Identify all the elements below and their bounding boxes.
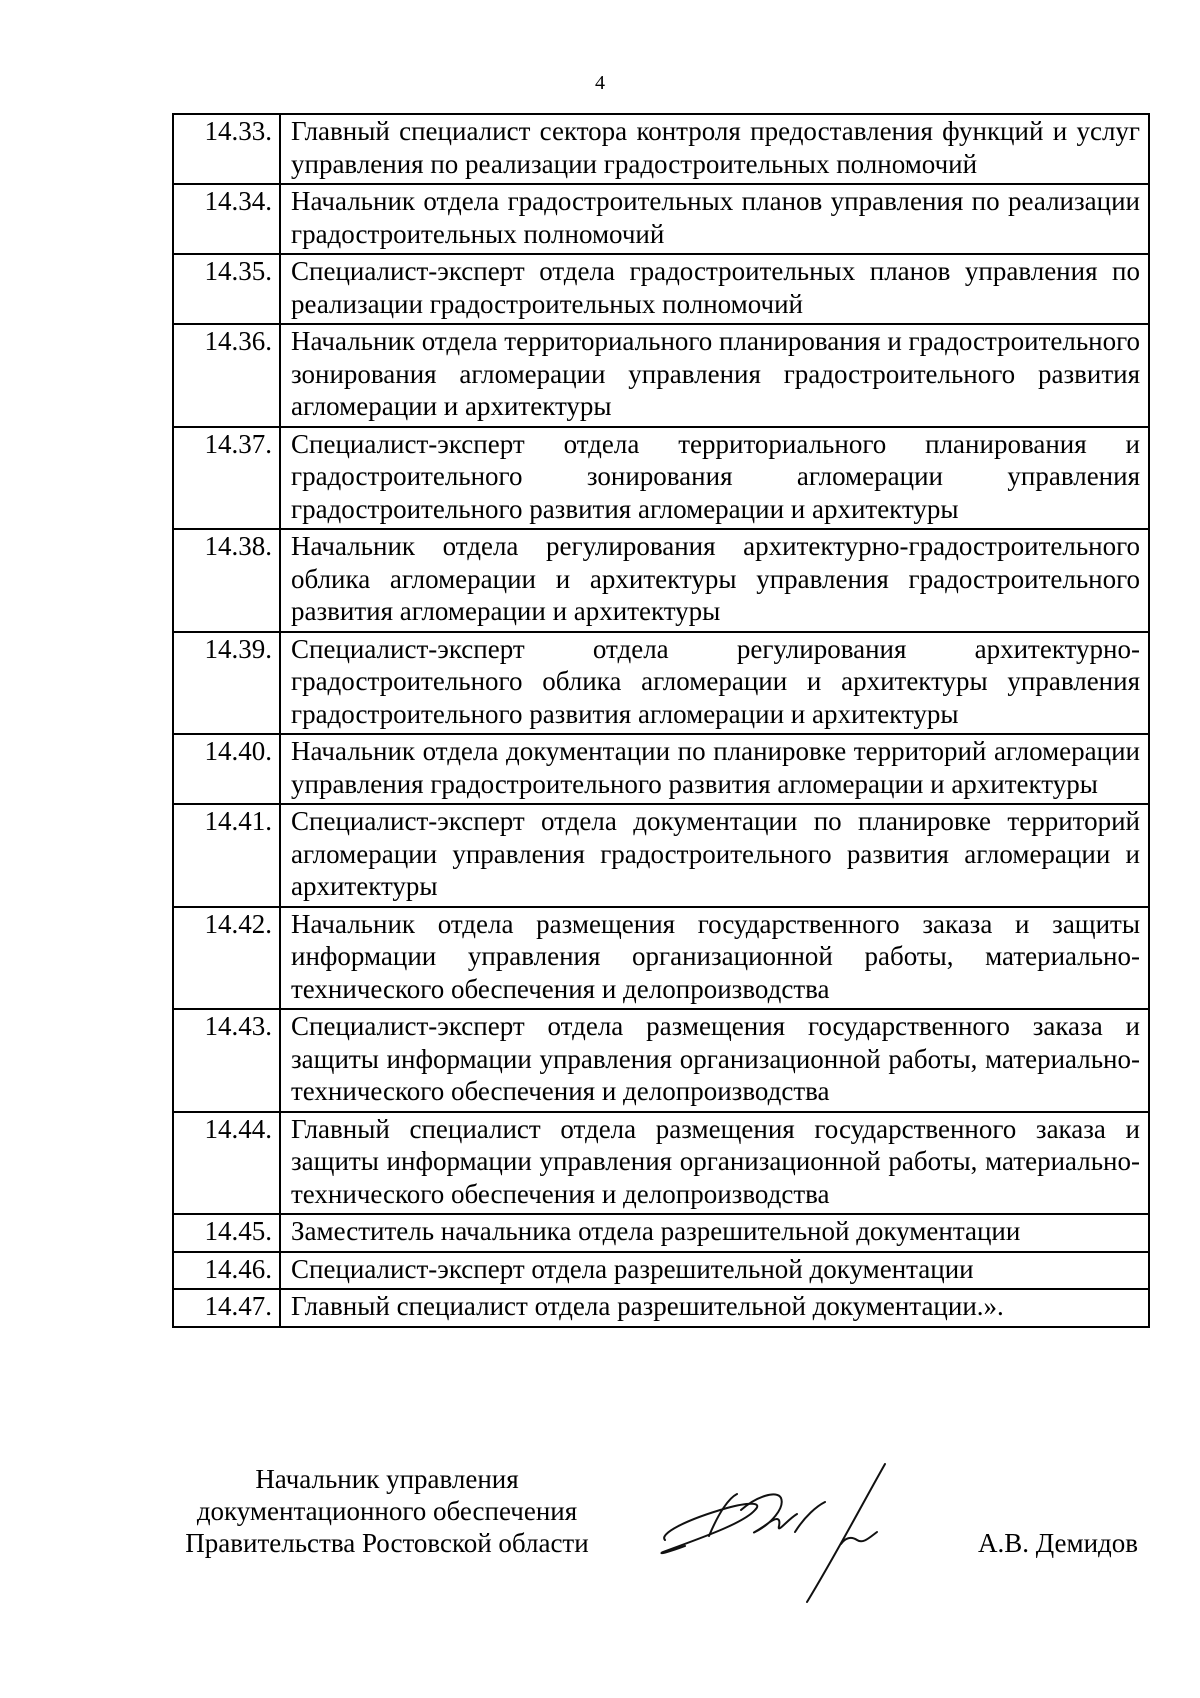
table-row [173,1214,1149,1252]
row-number: 14.44. [173,1112,280,1215]
row-number: 14.38. [173,529,280,632]
position-title: Начальник отдела документации по планировке территорий агломерации управления градостроительного развития агломерации и архитектуры [280,734,1149,804]
row-number: 14.37. [173,427,280,530]
position-title: Специалист-эксперт отдела градостроительных планов управления по реализации градостроительных полномочий [280,254,1149,324]
position-title: Специалист-эксперт отдела регулирования архитектурно-градостроительного облика агломерации и архитектуры управления градостроительного развития агломерации и архитектуры [280,632,1149,735]
handwritten-signature [645,1448,945,1608]
row-number: 14.35. [173,254,280,324]
position-title: Главный специалист отдела разрешительной документации.». [280,1289,1149,1327]
table-row [173,427,1149,530]
position-title: Главный специалист отдела размещения государственного заказа и защиты информации управления организационной работы, материально-технического обеспечения и делопроизводства [280,1112,1149,1215]
position-title: Начальник отдела градостроительных планов управления по реализации градостроительных полномочий [280,184,1149,254]
table-row [173,184,1149,254]
position-title: Начальник отдела территориального планирования и градостроительного зонирования агломерации управления градостроительного развития агломерации и архитектуры [280,324,1149,427]
table-row [173,1009,1149,1112]
signatory-title-line: документационного обеспечения [196,1496,578,1526]
position-title: Начальник отдела размещения государственного заказа и защиты информации управления организационной работы, материально-технического обеспечения и делопроизводства [280,907,1149,1010]
position-title: Специалист-эксперт отдела территориального планирования и градостроительного зонирования агломерации управления градостроительного развития агломерации и архитектуры [280,427,1149,530]
position-title: Специалист-эксперт отдела документации по планировке территорий агломерации управления градостроительного развития агломерации и архитектуры [280,804,1149,907]
signatory-title [172,1463,602,1559]
table-row [173,324,1149,427]
position-title: Заместитель начальника отдела разрешительной документации [280,1214,1149,1252]
table-row [173,632,1149,735]
position-title: Специалист-эксперт отдела разрешительной документации [280,1252,1149,1290]
row-number: 14.36. [173,324,280,427]
row-number: 14.40. [173,734,280,804]
signatory-name: А.В. Демидов [978,1528,1139,1558]
table-row [173,1289,1149,1327]
row-number: 14.34. [173,184,280,254]
row-number: 14.47. [173,1289,280,1327]
row-number: 14.42. [173,907,280,1010]
row-number: 14.41. [173,804,280,907]
row-number: 14.33. [173,114,280,184]
row-number: 14.43. [173,1009,280,1112]
position-title: Начальник отдела регулирования архитектурно-градостроительного облика агломерации и архитектуры управления градостроительного развития агломерации и архитектуры [280,529,1149,632]
row-number: 14.39. [173,632,280,735]
positions-table [172,113,1150,1328]
positions-table-body [173,114,1149,1327]
signatory-title-line: Начальник управления [255,1464,519,1494]
table-row [173,529,1149,632]
page-number: 4 [595,72,605,94]
table-row [173,907,1149,1010]
table-row [173,804,1149,907]
table-row [173,1112,1149,1215]
signatory-title-line: Правительства Ростовской области [185,1528,589,1558]
table-row [173,254,1149,324]
row-number: 14.46. [173,1252,280,1290]
position-title: Главный специалист сектора контроля предоставления функций и услуг управления по реализации градостроительных полномочий [280,114,1149,184]
table-row [173,114,1149,184]
position-title: Специалист-эксперт отдела размещения государственного заказа и защиты информации управления организационной работы, материально-технического обеспечения и делопроизводства [280,1009,1149,1112]
table-row [173,1252,1149,1290]
table-row [173,734,1149,804]
row-number: 14.45. [173,1214,280,1252]
